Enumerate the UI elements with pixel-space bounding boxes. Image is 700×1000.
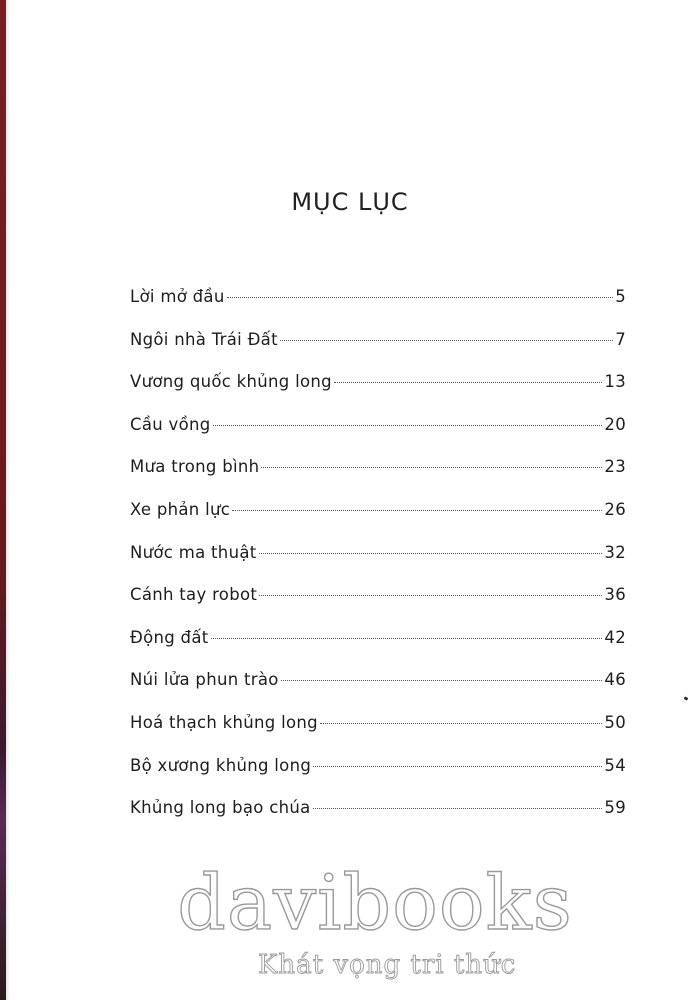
toc-entry-label: Động đất <box>130 627 209 647</box>
toc-entry-page: 42 <box>604 627 626 647</box>
toc-entry-label: Lời mở đầu <box>130 287 225 306</box>
toc-leader-dots <box>259 553 603 554</box>
publisher-watermark <box>0 858 700 980</box>
toc-leader-dots <box>313 808 603 809</box>
toc-entry-page: 23 <box>604 457 626 477</box>
toc-entry[interactable] <box>130 495 626 538</box>
toc-entry[interactable] <box>130 580 626 623</box>
toc-entry-page: 32 <box>604 542 626 562</box>
toc-entry-label: Hoá thạch khủng long <box>130 712 318 732</box>
toc-leader-dots <box>213 425 603 426</box>
toc-entry[interactable] <box>130 367 626 410</box>
toc-entry-label: Ngôi nhà Trái Đất <box>130 329 278 349</box>
toc-leader-dots <box>261 467 602 468</box>
toc-entry-label: Khủng long bạo chúa <box>130 798 311 818</box>
toc-leader-dots <box>211 638 603 639</box>
toc-entry-page: 7 <box>615 329 626 349</box>
toc-entry-label: Nước ma thuật <box>130 542 257 562</box>
toc-leader-dots <box>227 297 614 298</box>
page-title: MỤC LỤC <box>291 188 409 217</box>
toc-leader-dots <box>232 510 602 511</box>
toc-entry[interactable] <box>130 793 626 836</box>
toc-entry[interactable] <box>130 538 626 581</box>
toc-entry-label: Cầu vồng <box>130 414 211 434</box>
toc-entry-label: Cánh tay robot <box>130 585 258 605</box>
toc-entry-page: 46 <box>604 670 626 690</box>
toc-entry[interactable] <box>130 282 626 325</box>
toc-entry[interactable] <box>130 665 626 708</box>
toc-leader-dots <box>259 595 602 596</box>
watermark-brand: davibooks <box>177 858 573 947</box>
toc-entry-label: Bộ xương khủng long <box>130 755 312 775</box>
toc-entry-page: 50 <box>604 712 626 732</box>
toc-leader-dots <box>280 340 613 341</box>
toc-entry-label: Núi lửa phun trào <box>130 670 279 690</box>
toc-leader-dots <box>320 723 602 724</box>
toc-leader-dots <box>313 766 602 767</box>
toc-entry[interactable] <box>130 623 626 666</box>
spine-shadow <box>6 0 10 1000</box>
toc-entry-page: 36 <box>604 585 626 605</box>
toc-entry-label: Xe phản lực <box>130 499 231 519</box>
toc-entry-page: 20 <box>604 414 626 434</box>
toc-entry-page: 54 <box>604 755 626 775</box>
watermark-tagline: Khát vọng tri thức <box>258 950 517 980</box>
toc-entry[interactable] <box>130 452 626 495</box>
toc-entry-page: 5 <box>615 287 626 306</box>
toc-entry[interactable] <box>130 410 626 453</box>
toc-entry[interactable] <box>130 751 626 794</box>
table-of-contents <box>130 282 626 836</box>
toc-entry-page: 59 <box>604 798 626 818</box>
toc-entry[interactable] <box>130 325 626 368</box>
toc-entry-page: 13 <box>604 372 626 392</box>
toc-entry-label: Mưa trong bình <box>130 457 260 477</box>
toc-leader-dots <box>334 382 602 383</box>
toc-leader-dots <box>281 680 603 681</box>
toc-entry[interactable] <box>130 708 626 751</box>
toc-entry-page: 26 <box>604 499 626 519</box>
toc-entry-label: Vương quốc khủng long <box>130 372 332 392</box>
scan-speck <box>684 696 689 701</box>
